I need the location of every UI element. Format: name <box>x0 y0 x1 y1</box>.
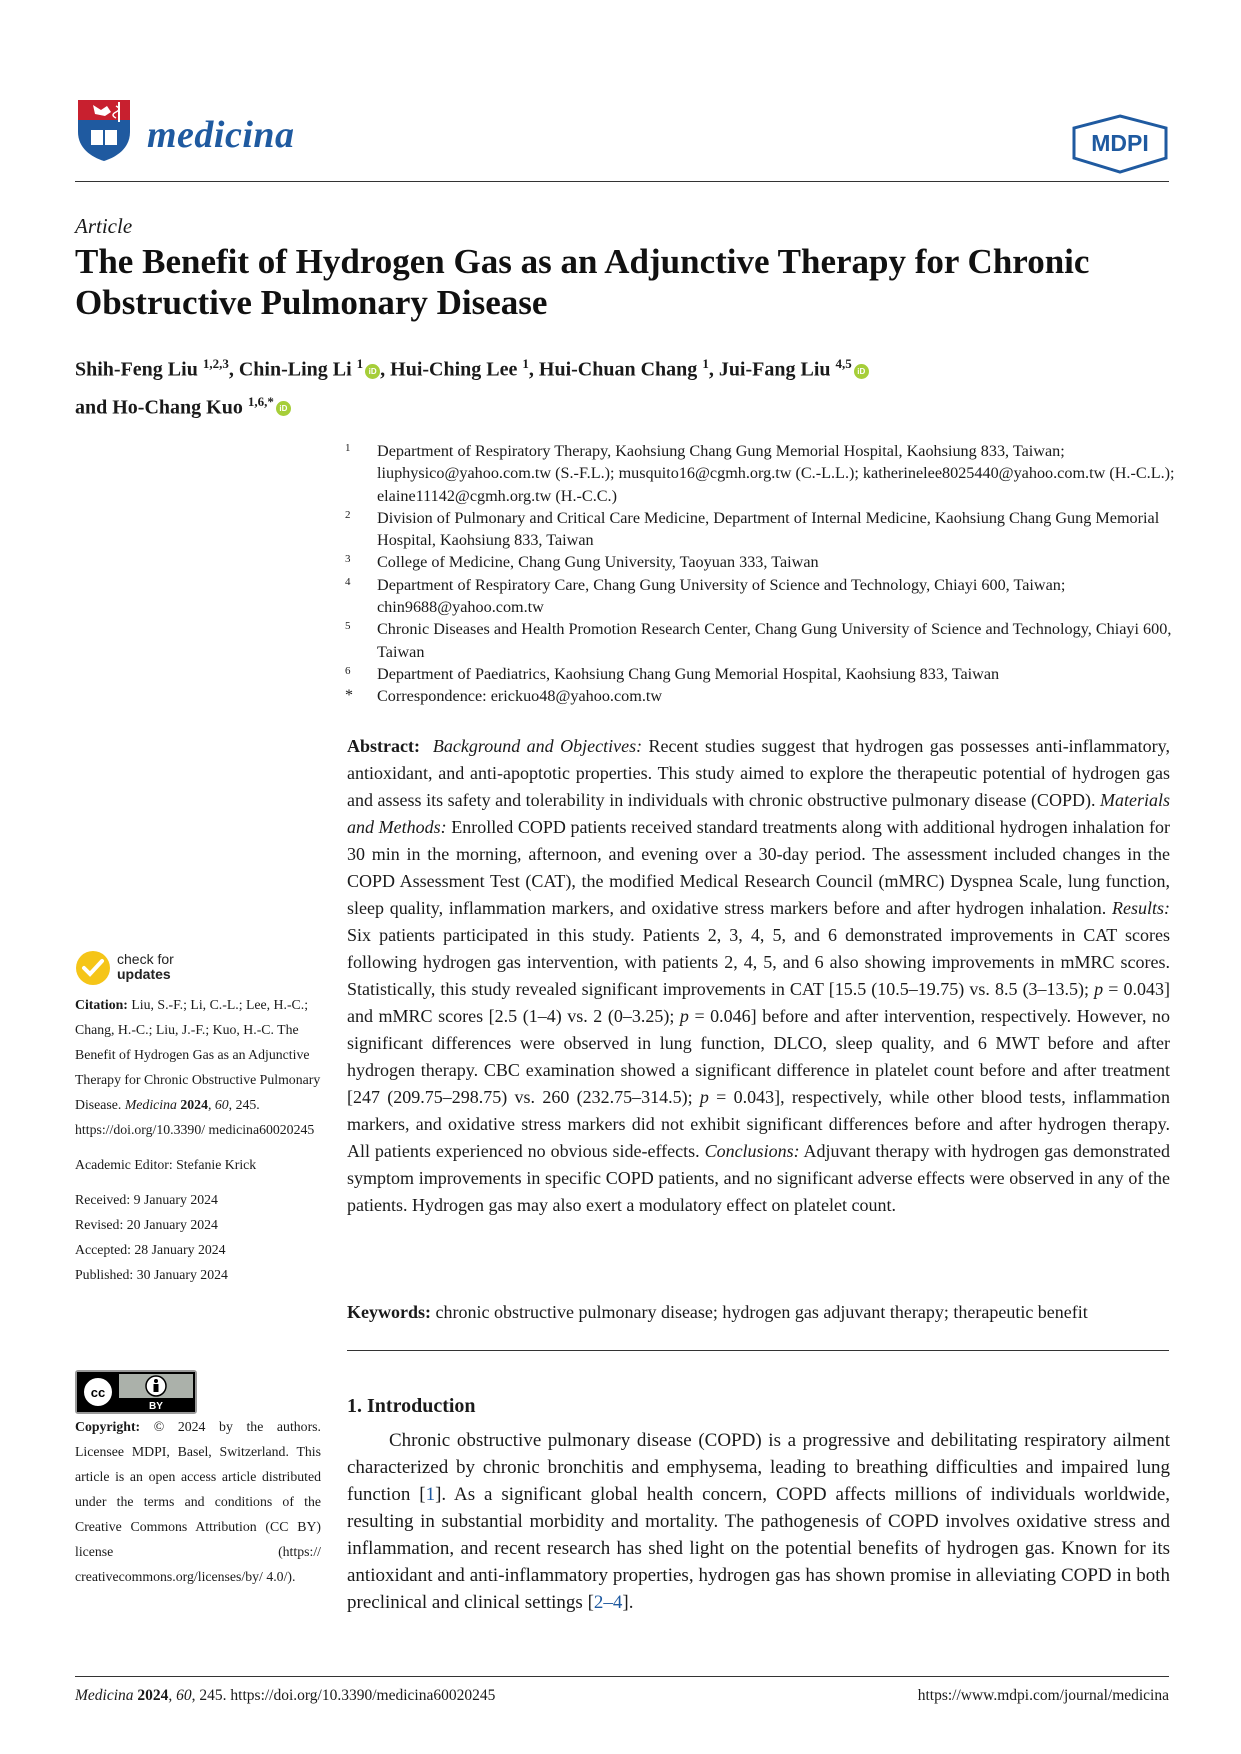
author-affil-sup: 4,5 <box>835 356 852 371</box>
affiliation-number: 1 <box>345 442 351 454</box>
abstract-conclusions-text: Adjuvant therapy with hydrogen gas demonstrated symptom improvements in specific COPD patients, and no significant adverse effects were observed in any of the patients. Hydrogen gas may also exert a modulatory effect on platelet count. <box>347 1141 1170 1215</box>
copyright-label: Copyright: <box>75 1419 141 1434</box>
author-affil-sup: 1,2,3 <box>202 356 229 371</box>
affiliation-item <box>345 507 1175 552</box>
date-revised: Revised: 20 January 2024 <box>75 1217 218 1232</box>
article-type: Article <box>75 214 133 238</box>
abstract-results-label: Results: <box>1112 898 1170 918</box>
abstract-results-text: = 0.043] and mMRC scores [2.5 (1–4) vs. 2 (0–3.25); <box>347 979 1170 1026</box>
affiliation-text: Department of Paediatrics, Kaohsiung Chang Gung Memorial Hospital, Kaohsiung 833, Taiwan <box>377 664 1000 683</box>
journal-logo <box>75 96 133 167</box>
intro-text: ]. As a significant global health concern, COPD affects millions of individuals worldwide, resulting in substantial morbidity and mortality. The pathogenesis of COPD involves oxidative stress and inflammation, and recent research has shed light on the potential benefits of hydrogen gas. Known for its antioxidant and anti-inflammatory properties, hydrogen gas has shown promise in alleviating COPD in both preclinical and clinical settings [ <box>347 1484 1170 1613</box>
correspondence-text[interactable]: Correspondence: erickuo48@yahoo.com.tw <box>377 687 663 706</box>
copyright-text: © 2024 by the authors. Licensee MDPI, Basel, Switzerland. This article is an open access article distributed under the terms and conditions of the Creative Commons Attribution (CC BY) license (https:// creativecommons.org/licenses/by/ 4.0/). <box>75 1419 321 1584</box>
footer-journal-url[interactable]: https://www.mdpi.com/journal/medicina <box>917 1687 1169 1704</box>
abstract-mm-label: Materials and Methods: <box>347 790 1170 837</box>
date-received: Received: 9 January 2024 <box>75 1192 218 1207</box>
abstract-bg-text: Recent studies suggest that hydrogen gas possesses anti-inflammatory, antioxidant, and anti-apoptotic properties. This study aimed to explore the therapeutic potential of hydrogen gas and assess its safety and tolerability in individuals with chronic obstructive pulmonary disease (COPD). <box>347 736 1170 810</box>
by-icon: BY <box>149 1401 163 1412</box>
author-affil-sup: 1,6,* <box>247 393 274 409</box>
author-affil-sup: 1 <box>522 356 529 371</box>
date-accepted: Accepted: 28 January 2024 <box>75 1242 226 1257</box>
p-symbol: p <box>679 1006 689 1026</box>
author-name[interactable]: Chin-Ling Li <box>238 358 352 381</box>
abstract-results-text: = 0.043], respectively, while other blood tests, inflammation markers, and oxidative stress markers did not exhibit significant differences before and after hydrogen therapy. All patients experienced no obvious side-effects. <box>347 1087 1170 1161</box>
intro-text: Chronic obstructive pulmonary disease (COPD) is a progressive and debilitating respiratory ailment characterized by chronic bronchitis and emphysema, leading to breathing difficulties and impaired lung function [ <box>347 1430 1170 1505</box>
abstract-label: Abstract: <box>347 736 420 756</box>
author-name[interactable]: Ho-Chang Kuo <box>112 396 243 419</box>
check-for-updates-icon[interactable] <box>75 950 111 991</box>
orcid-icon[interactable]: iD <box>276 401 291 416</box>
affiliation-number: 6 <box>345 664 351 677</box>
mdpi-logo <box>1069 114 1171 179</box>
author-name[interactable]: Jui-Fang Liu <box>718 358 831 381</box>
intro-body <box>347 1427 1170 1616</box>
citation <box>75 992 321 1142</box>
abstract-results-text: = 0.046] before and after intervention, respectively. However, no significant differences were observed in lung function, DLCO, sleep quality, and 6 MWT before and after hydrogen therapy. CBC examination showed a significant difference in platelet count before and after treatment [247 (209.75–298.75) vs. 260 (232.75–314.5); <box>347 1006 1171 1107</box>
author-list: Shih-Feng Liu $^{1,2,3}$, Chin-Ling Li $^1$iD , Hui-Ching Lee $^1$, Hui-Chuan Chang $^1$, Jui-Fang Liu $^{4,5}$iD and Ho-Chang Kuo $^{1,6,*}$iD <box>75 348 1175 423</box>
citation-text: Liu, S.-F.; Li, C.-L.; Lee, H.-C.; Chang, H.-C.; Liu, J.-F.; Kuo, H.-C. The Benefit of Hydrogen Gas as an Adjunctive Therapy for Chronic Obstructive Pulmonary Disease. <box>75 997 321 1112</box>
orcid-icon[interactable]: iD <box>854 364 869 379</box>
article-title: The Benefit of Hydrogen Gas as an Adjunctive Therapy for Chronic Obstructive Pulmonary Disease <box>75 242 1090 322</box>
citation-volume: , 60 <box>207 1097 229 1112</box>
affiliation-text: Department of Respiratory Care, Chang Gung University of Science and Technology, Chiayi 600, Taiwan; chin9688@yahoo.com.tw <box>377 575 1066 617</box>
footer-divider <box>75 1676 1169 1677</box>
abstract-mm-text: Enrolled COPD patients received standard treatments along with additional hydrogen inhalation for 30 min in the morning, afternoon, and evening over a 30-day period. The assessment included changes in the COPD Assessment Test (CAT), the modified Medical Research Council (mMRC) Dyspnea Scale, lung function, sleep quality, inflammation markers, and oxidative stress markers before and after hydrogen inhalation. <box>347 817 1171 918</box>
affiliation-number: 5 <box>345 620 351 633</box>
author-name[interactable]: Shih-Feng Liu <box>75 358 198 381</box>
svg-text:MDPI: MDPI <box>1091 130 1149 156</box>
abstract-bg-label: Background and Objectives: <box>432 736 643 756</box>
footer-journal: Medicina <box>75 1687 134 1704</box>
keywords-text: chronic obstructive pulmonary disease; hydrogen gas adjuvant therapy; therapeutic benefit <box>431 1302 1088 1322</box>
author-name[interactable]: Hui-Ching Lee <box>390 358 518 381</box>
affiliation-item <box>345 618 1175 663</box>
orcid-icon[interactable]: iD <box>365 364 380 379</box>
footer-year: 2024 <box>133 1687 169 1704</box>
keywords-label: Keywords: <box>347 1302 431 1322</box>
citation-range-dash: – <box>603 1592 613 1613</box>
authors-connector: and <box>75 396 108 419</box>
abstract <box>347 733 1170 1219</box>
keywords <box>347 1299 1170 1326</box>
cc-icon: cc <box>90 1385 106 1400</box>
affiliation-text: Division of Pulmonary and Critical Care Medicine, Department of Internal Medicine, Kaohsiung Chang Gung Memorial Hospital, Kaohsiung 833, Taiwan <box>377 508 1160 550</box>
affiliation-text: Department of Respiratory Therapy, Kaohsiung Chang Gung Memorial Hospital, Kaohsiung 833, Taiwan; liuphysico@yahoo.com.tw (S.-F.L.); musquito16@cgmh.org.tw (C.-L.L.); katherinelee8025440@yahoo.com.tw (H.-C.L.); elaine11142@cgmh.org.tw (H.-C.C.) <box>377 442 1175 505</box>
affiliation-item <box>345 440 1175 507</box>
affiliation-number: 4 <box>345 575 351 588</box>
affiliation-item <box>345 551 1175 573</box>
citation-link[interactable]: 4 <box>612 1592 623 1613</box>
footer-citation <box>75 1687 495 1705</box>
correspondence-mark: * <box>345 687 353 705</box>
check-line-2: updates <box>117 966 171 982</box>
citation-label: Citation: <box>75 997 128 1012</box>
cc-by-license-badge[interactable] <box>75 1370 197 1414</box>
citation-block <box>75 992 321 1287</box>
affiliation-text: College of Medicine, Chang Gung University, Taoyuan 333, Taiwan <box>377 553 819 572</box>
affiliation-item <box>345 574 1175 619</box>
copyright-block <box>75 1414 321 1589</box>
intro-text: ]. <box>622 1592 634 1613</box>
date-published: Published: 30 January 2024 <box>75 1267 228 1282</box>
academic-editor: Academic Editor: Stefanie Krick <box>75 1157 257 1172</box>
citation-link[interactable]: 2 <box>593 1592 604 1613</box>
citation-year: 2024 <box>176 1097 208 1112</box>
p-symbol: p <box>699 1087 709 1107</box>
citation-link[interactable]: 1 <box>425 1484 436 1505</box>
intro-paragraph <box>347 1427 1170 1616</box>
header-divider <box>75 181 1169 182</box>
abstract-conclusions-label: Conclusions: <box>704 1141 800 1161</box>
affiliation-number: 2 <box>345 508 351 521</box>
affiliation-item <box>345 663 1175 685</box>
citation-doi[interactable]: , 245. https://doi.org/10.3390/ medicina60020245 <box>75 1097 315 1137</box>
section-divider <box>347 1350 1169 1351</box>
author-name[interactable]: Hui-Chuan Chang <box>538 358 698 381</box>
journal-name: medicina <box>147 114 295 156</box>
p-symbol: p <box>1094 979 1104 999</box>
affiliations <box>345 440 1175 708</box>
check-for-updates-label[interactable] <box>117 952 174 982</box>
footer-doi[interactable]: , 245. https://doi.org/10.3390/medicina60020245 <box>191 1687 496 1704</box>
intro-heading: 1. Introduction <box>347 1395 476 1417</box>
author-affil-sup: 1 <box>702 356 709 371</box>
check-line-1: check for <box>117 951 174 967</box>
abstract-results-text: Six patients participated in this study. Patients 2, 3, 4, 5, and 6 demonstrated improvements in CAT scores following hydrogen gas intervention, with patients 2, 4, 5, and 6 also showing improvements in mMRC scores. Statistically, this study revealed significant improvements in CAT [15.5 (10.5–19.75) vs. 8.5 (3–13.5); <box>347 925 1170 999</box>
affiliation-text: Chronic Diseases and Health Promotion Research Center, Chang Gung University of Science and Technology, Chiayi 600, Taiwan <box>377 620 1172 661</box>
affiliation-number: 3 <box>345 553 351 566</box>
correspondence <box>345 685 1175 707</box>
footer-volume: , 60 <box>168 1687 192 1704</box>
author-affil-sup: 1 <box>356 356 364 371</box>
citation-journal: Medicina <box>124 1097 177 1112</box>
